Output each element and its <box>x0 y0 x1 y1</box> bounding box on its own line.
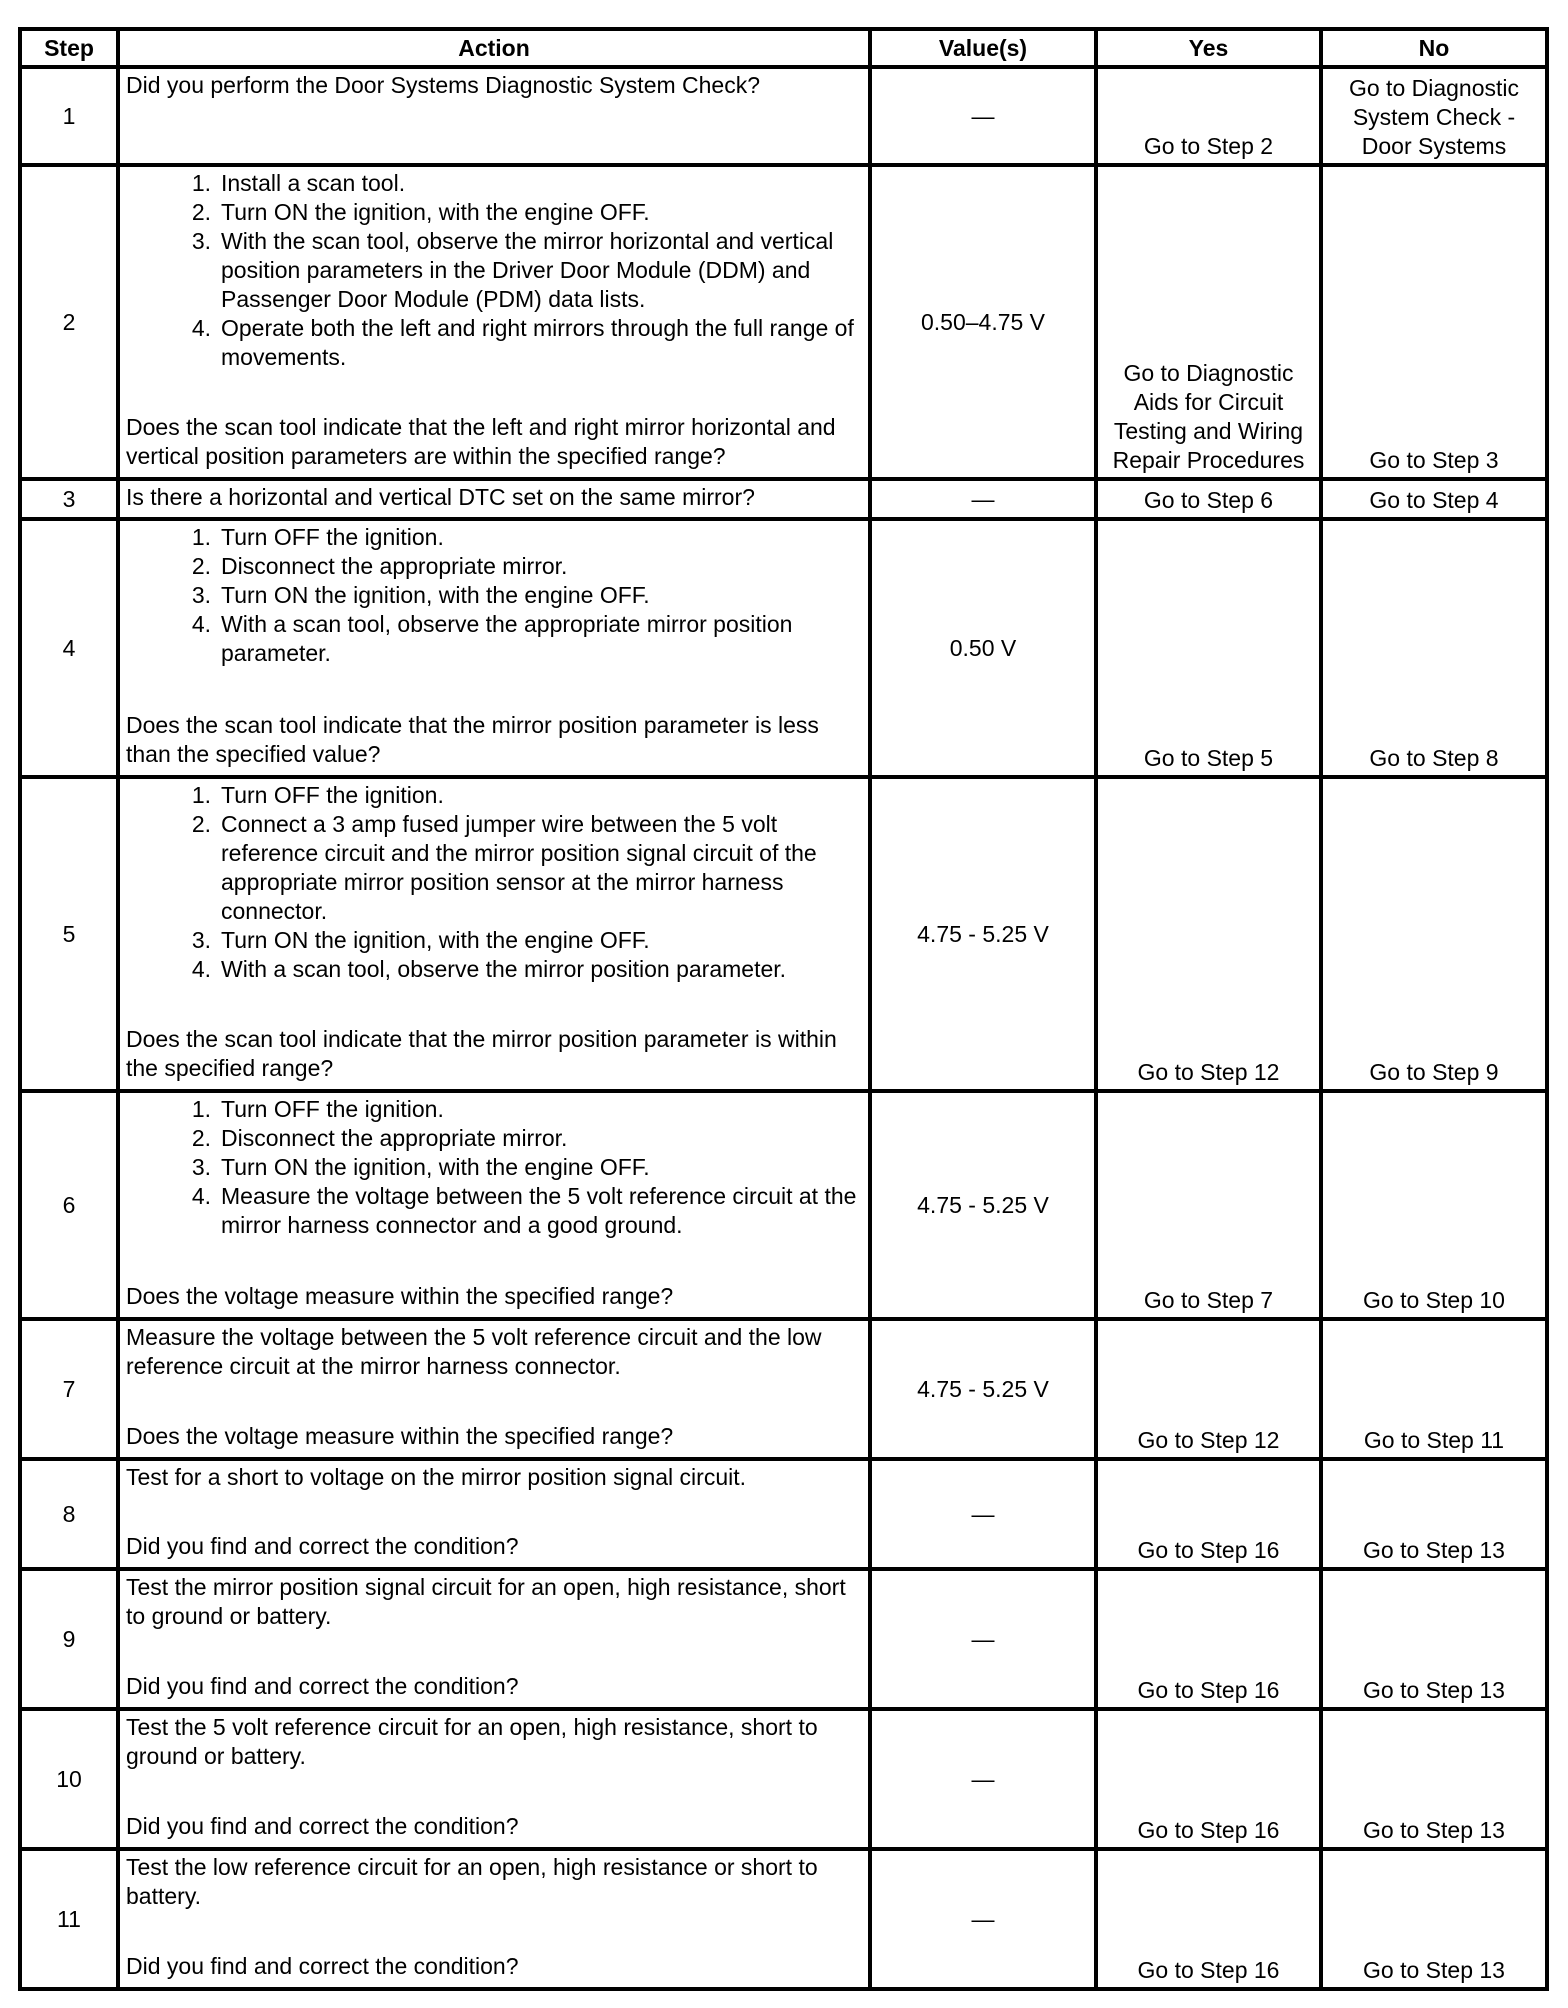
list-item-text: Turn OFF the ignition. <box>221 1096 444 1122</box>
step-cell: 2 <box>20 165 118 479</box>
diagnostic-table <box>18 27 1549 1991</box>
step-cell: 7 <box>20 1319 118 1459</box>
no-cell: Go to Step 11 <box>1321 1319 1547 1459</box>
action-question: Did you find and correct the condition? <box>126 1673 519 1699</box>
table-row <box>20 519 1547 777</box>
table-row <box>20 1319 1547 1459</box>
step-cell: 8 <box>20 1459 118 1569</box>
table-row <box>20 479 1547 519</box>
step-cell: 10 <box>20 1709 118 1849</box>
list-item-number: 2. <box>191 199 211 225</box>
value-cell: 0.50 V <box>870 519 1096 777</box>
step-cell: 4 <box>20 519 118 777</box>
no-cell: Go to Diagnostic System Check - Door Systems <box>1321 67 1547 165</box>
action-intro: Test for a short to voltage on the mirror position signal circuit. <box>126 1464 747 1490</box>
step-cell: 5 <box>20 777 118 1091</box>
action-question: Does the scan tool indicate that the mirror position parameter is less than the specified value? <box>126 712 819 767</box>
action-intro: Is there a horizontal and vertical DTC set on the same mirror? <box>126 484 755 510</box>
action-steps-list <box>126 781 862 984</box>
yes-cell: Go to Step 16 <box>1096 1709 1321 1849</box>
yes-cell: Go to Step 2 <box>1096 67 1321 165</box>
list-item-number: 2. <box>191 553 211 579</box>
action-steps-list <box>126 169 862 372</box>
list-item-number: 3. <box>191 1154 211 1180</box>
list-item-text: With the scan tool, observe the mirror horizontal and vertical position parameters in the Driver Door Module (DDM) and Passenger Door Module (PDM) data lists. <box>221 228 834 312</box>
no-cell: Go to Step 13 <box>1321 1569 1547 1709</box>
list-item-text: Turn ON the ignition, with the engine OFF. <box>221 199 650 225</box>
list-item-number: 2. <box>191 1125 211 1151</box>
value-cell: — <box>870 479 1096 519</box>
action-question: Does the scan tool indicate that the left and right mirror horizontal and vertical position parameters are within the specified range? <box>126 414 836 469</box>
action-cell <box>118 1091 870 1319</box>
list-item-number: 1. <box>191 1096 211 1122</box>
list-item <box>126 198 862 227</box>
list-item-text: Turn OFF the ignition. <box>221 524 444 550</box>
no-cell: Go to Step 4 <box>1321 479 1547 519</box>
header-value: Value(s) <box>870 29 1096 67</box>
list-item-number: 1. <box>191 782 211 808</box>
action-question: Did you find and correct the condition? <box>126 1813 519 1839</box>
action-intro: Test the 5 volt reference circuit for an open, high resistance, short to ground or battery. <box>126 1714 818 1769</box>
action-question: Does the scan tool indicate that the mirror position parameter is within the specified range? <box>126 1026 837 1081</box>
table-row <box>20 67 1547 165</box>
action-question: Does the voltage measure within the specified range? <box>126 1283 674 1309</box>
table-row <box>20 777 1547 1091</box>
list-item-text: Turn ON the ignition, with the engine OFF. <box>221 582 650 608</box>
list-item <box>126 1182 862 1240</box>
list-item-text: With a scan tool, observe the mirror position parameter. <box>221 956 787 982</box>
list-item <box>126 552 862 581</box>
header-yes: Yes <box>1096 29 1321 67</box>
list-item <box>126 523 862 552</box>
no-cell: Go to Step 13 <box>1321 1459 1547 1569</box>
table-row <box>20 1091 1547 1319</box>
value-cell: — <box>870 1459 1096 1569</box>
no-cell: Go to Step 9 <box>1321 777 1547 1091</box>
step-cell: 6 <box>20 1091 118 1319</box>
action-cell <box>118 1459 870 1569</box>
step-cell: 3 <box>20 479 118 519</box>
step-cell: 9 <box>20 1569 118 1709</box>
yes-cell: Go to Step 5 <box>1096 519 1321 777</box>
action-steps-list <box>126 523 862 668</box>
yes-cell: Go to Step 6 <box>1096 479 1321 519</box>
action-cell <box>118 1319 870 1459</box>
action-question: Did you find and correct the condition? <box>126 1953 519 1979</box>
list-item <box>126 1153 862 1182</box>
list-item-number: 1. <box>191 170 211 196</box>
action-cell <box>118 519 870 777</box>
value-cell: — <box>870 1849 1096 1989</box>
action-intro: Measure the voltage between the 5 volt reference circuit and the low reference circuit at the mirror harness connector. <box>126 1324 822 1379</box>
list-item-text: Operate both the left and right mirrors through the full range of movements. <box>221 315 854 370</box>
list-item <box>126 926 862 955</box>
list-item-text: Turn ON the ignition, with the engine OFF. <box>221 1154 650 1180</box>
list-item-text: With a scan tool, observe the appropriate mirror position parameter. <box>221 611 793 666</box>
yes-cell: Go to Step 12 <box>1096 777 1321 1091</box>
list-item-number: 3. <box>191 582 211 608</box>
step-cell: 11 <box>20 1849 118 1989</box>
value-cell: — <box>870 1569 1096 1709</box>
action-intro: Test the low reference circuit for an open, high resistance or short to battery. <box>126 1854 818 1909</box>
list-item-text: Measure the voltage between the 5 volt reference circuit at the mirror harness connector and a good ground. <box>221 1183 857 1238</box>
table-row <box>20 1569 1547 1709</box>
list-item <box>126 955 862 984</box>
list-item-text: Install a scan tool. <box>221 170 406 196</box>
action-question: Does the voltage measure within the specified range? <box>126 1423 674 1449</box>
table-row <box>20 165 1547 479</box>
list-item-text: Disconnect the appropriate mirror. <box>221 553 568 579</box>
list-item-number: 2. <box>191 811 211 837</box>
action-cell <box>118 165 870 479</box>
no-cell: Go to Step 3 <box>1321 165 1547 479</box>
list-item-number: 3. <box>191 228 211 254</box>
value-cell: — <box>870 1709 1096 1849</box>
header-row <box>20 29 1547 67</box>
action-steps-list <box>126 1095 862 1240</box>
no-cell: Go to Step 13 <box>1321 1849 1547 1989</box>
no-cell: Go to Step 10 <box>1321 1091 1547 1319</box>
value-cell: — <box>870 67 1096 165</box>
action-intro: Did you perform the Door Systems Diagnostic System Check? <box>126 72 761 98</box>
yes-cell: Go to Step 16 <box>1096 1459 1321 1569</box>
yes-cell: Go to Step 16 <box>1096 1569 1321 1709</box>
list-item <box>126 781 862 810</box>
no-cell: Go to Step 13 <box>1321 1709 1547 1849</box>
value-cell: 0.50–4.75 V <box>870 165 1096 479</box>
no-cell: Go to Step 8 <box>1321 519 1547 777</box>
yes-cell: Go to Step 7 <box>1096 1091 1321 1319</box>
list-item-number: 3. <box>191 927 211 953</box>
value-cell: 4.75 - 5.25 V <box>870 1319 1096 1459</box>
list-item-text: Turn OFF the ignition. <box>221 782 444 808</box>
value-cell: 4.75 - 5.25 V <box>870 1091 1096 1319</box>
list-item <box>126 610 862 668</box>
list-item-number: 4. <box>191 611 211 637</box>
yes-cell: Go to Step 12 <box>1096 1319 1321 1459</box>
yes-cell: Go to Diagnostic Aids for Circuit Testing and Wiring Repair Procedures <box>1096 165 1321 479</box>
action-cell <box>118 479 870 519</box>
table-row <box>20 1709 1547 1849</box>
list-item-text: Disconnect the appropriate mirror. <box>221 1125 568 1151</box>
list-item-number: 1. <box>191 524 211 550</box>
list-item-text: Connect a 3 amp fused jumper wire between the 5 volt reference circuit and the mirror position signal circuit of the appropriate mirror position sensor at the mirror harness connector. <box>221 811 817 924</box>
list-item <box>126 314 862 372</box>
list-item <box>126 810 862 926</box>
action-intro: Test the mirror position signal circuit for an open, high resistance, short to ground or battery. <box>126 1574 846 1629</box>
list-item <box>126 169 862 198</box>
action-cell <box>118 777 870 1091</box>
table-row <box>20 1849 1547 1989</box>
list-item-text: Turn ON the ignition, with the engine OFF. <box>221 927 650 953</box>
action-cell <box>118 67 870 165</box>
yes-cell: Go to Step 16 <box>1096 1849 1321 1989</box>
action-cell <box>118 1569 870 1709</box>
header-action: Action <box>118 29 870 67</box>
header-no: No <box>1321 29 1547 67</box>
value-cell: 4.75 - 5.25 V <box>870 777 1096 1091</box>
list-item-number: 4. <box>191 956 211 982</box>
list-item-number: 4. <box>191 315 211 341</box>
action-question: Did you find and correct the condition? <box>126 1533 519 1559</box>
list-item-number: 4. <box>191 1183 211 1209</box>
list-item <box>126 581 862 610</box>
action-cell <box>118 1709 870 1849</box>
step-cell: 1 <box>20 67 118 165</box>
table-row <box>20 1459 1547 1569</box>
list-item <box>126 227 862 314</box>
header-step: Step <box>20 29 118 67</box>
action-cell <box>118 1849 870 1989</box>
list-item <box>126 1095 862 1124</box>
list-item <box>126 1124 862 1153</box>
